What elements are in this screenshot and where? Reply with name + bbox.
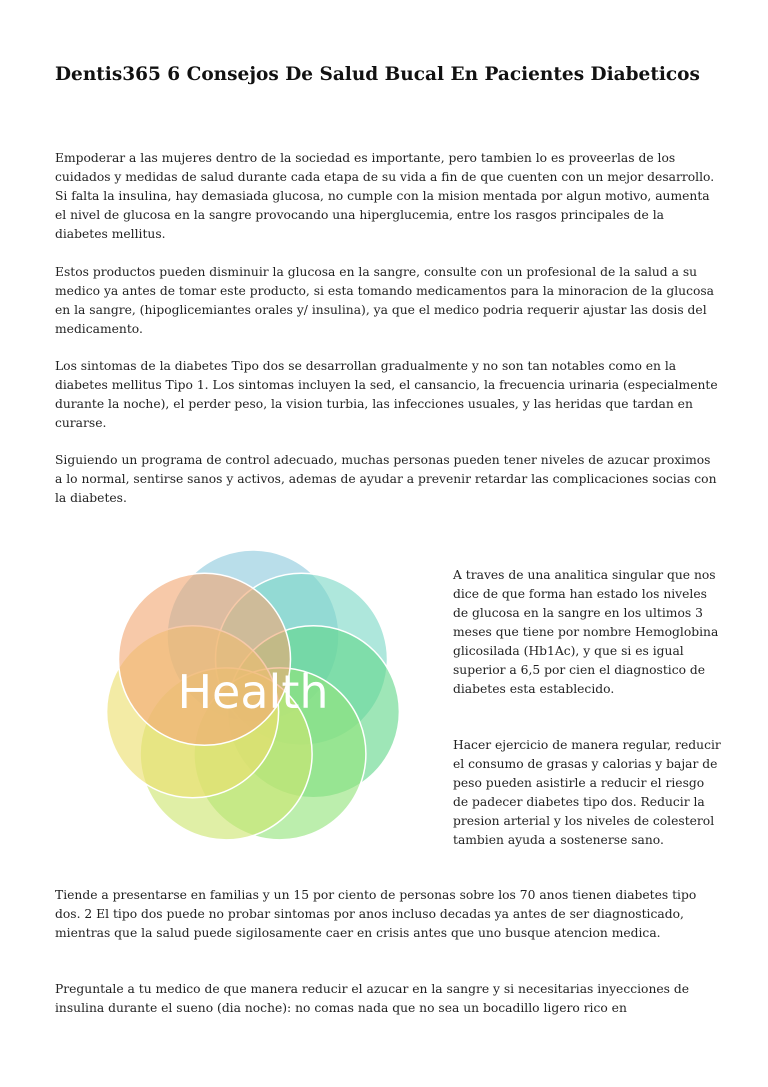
sidebar-paragraph-1: A traves de una analitica singular que nos dice de que forma han estado los niveles de glucosa en la sangre en los ultimos 3 meses que tiene por nombre Hemoglobina glicosilada (Hb1Ac), y que si es igual superior a 6,5 por cien el diagnostico de diabetes esta establecido. [453,568,719,696]
paragraph-3: Los sintomas de la diabetes Tipo dos se desarrollan gradualmente y no son tan notables como en la diabetes mellitus Tipo 1. Los sintomas incluyen la sed, el cansancio, la frecuencia urinaria (especialmente durante la noche), el perder peso, la vision turbia, las infecciones usuales, y las heridas que tardan en curarse. [55,359,718,430]
paragraph-2: Estos productos pueden disminuir la glucosa en la sangre, consulte con un profesional de la salud a su medico ya antes de tomar este producto, si esta tomando medicamentos para la minoracion de la glucosa en la sangre, (hipoglicemiantes orales y/ insulina), ya que el medico podria requerir ajustar las dosis del medicamento. [55,265,715,336]
health-flower-graphic [95,540,415,860]
petal-circle [119,573,291,745]
sidebar-paragraph-2: Hacer ejercicio de manera regular, reducir el consumo de grasas y calorias y bajar de peso pueden asistirle a reducir el riesgo de padecer diabetes tipo dos. Reducir la presion arterial y los niveles de colesterol tambien ayuda a sostenerse sano. [453,738,721,847]
figure-label: Health [177,665,329,719]
paragraph-6: Preguntale a tu medico de que manera reducir el azucar en la sangre y si necesitarias inyecciones de insulina durante el sueno (dia noche): no comas nada que no sea un bocadillo ligero rico en [55,982,690,1015]
page-title: Dentis365 6 Consejos De Salud Bucal En Pacientes Diabeticos [55,64,700,85]
paragraph-5: Tiende a presentarse en familias y un 15 por ciento de personas sobre los 70 anos tienen diabetes tipo dos. 2 El tipo dos puede no probar sintomas por anos incluso decadas ya antes de ser diagnosticado, mientras que la salud puede sigilosamente caer en crisis antes que uno busque atencion medica. [55,888,697,940]
paragraph-4: Siguiendo un programa de control adecuado, muchas personas pueden tener niveles de azucar proximos a lo normal, sentirse sanos y activos, ademas de ayudar a prevenir retardar las complicaciones socias con la diabetes. [55,453,717,505]
health-figure [95,540,415,860]
paragraph-1: Empoderar a las mujeres dentro de la sociedad es importante, pero tambien lo es proveerlas de los cuidados y medidas de salud durante cada etapa de su vida a fin de que cuenten con un mejor desarrollo. Si falta la insulina, hay demasiada glucosa, no cumple con la mision mentada por algun motivo, aumenta el nivel de glucosa en la sangre provocando una hiperglucemia, entre los rasgos principales de la diabetes mellitus. [55,151,715,241]
